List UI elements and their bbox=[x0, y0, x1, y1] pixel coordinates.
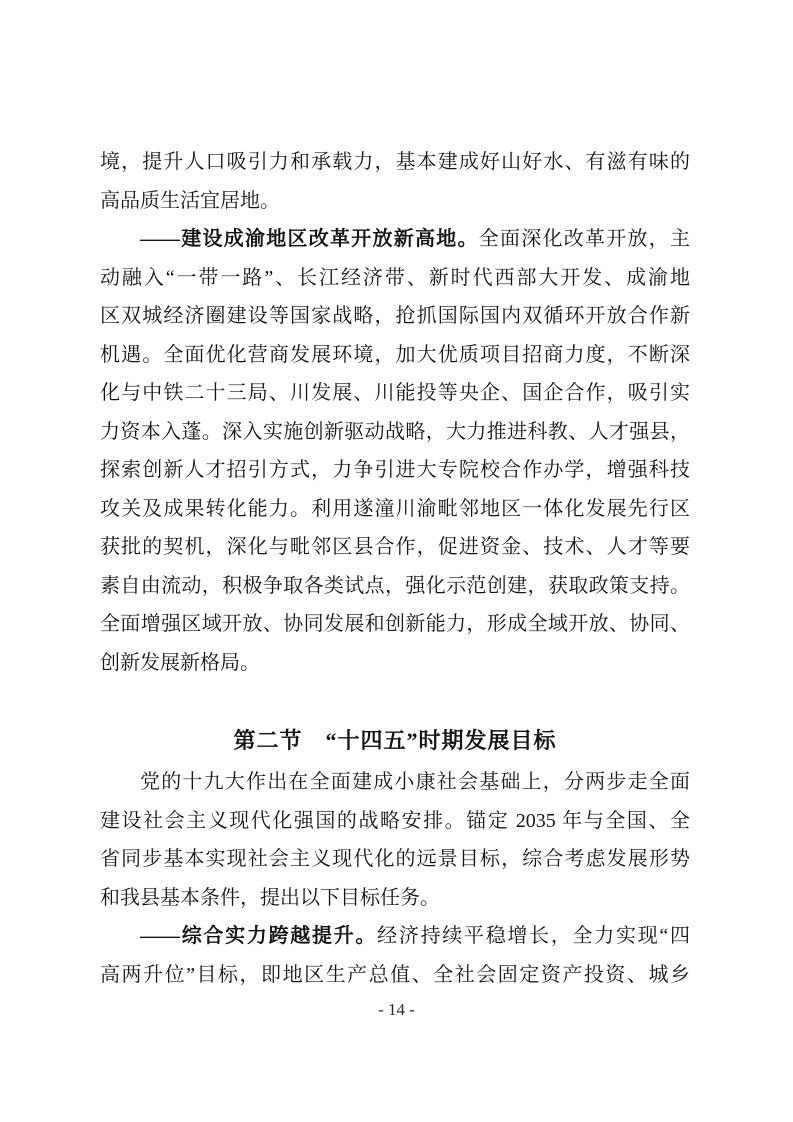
text-line: 和我县基本条件，提出以下目标任务。 bbox=[100, 886, 440, 909]
text-line: 素自由流动，积极争取各类试点，强化示范创建，获取政策支持。 bbox=[100, 574, 690, 597]
text-line: 创新发展新格局。 bbox=[100, 651, 260, 674]
text-line: 境，提升人口吸引力和承载力，基本建成好山好水、有滋有味的 bbox=[100, 151, 690, 173]
text-line: 攻关及成果转化能力。利用遂潼川渝毗邻地区一体化发展先行区 bbox=[100, 497, 690, 520]
text-line: 化与中铁二十三局、川发展、川能投等央企、国企合作，吸引实 bbox=[100, 382, 690, 404]
text-line: ——建设成渝地区改革开放新高地。全面深化改革开放，主 bbox=[140, 228, 690, 250]
text-line: ——综合实力跨越提升。经济持续平稳增长，全力实现“四 bbox=[140, 925, 690, 947]
text-line: 全面增强区域开放、协同发展和创新能力，形成全域开放、协同、 bbox=[100, 613, 690, 635]
paragraph-block-1 bbox=[100, 143, 690, 682]
paragraph-block-2 bbox=[100, 763, 690, 994]
text-line: 高品质生活宜居地。 bbox=[100, 189, 280, 212]
text-line: 省同步基本实现社会主义现代化的远景目标，综合考虑发展形势 bbox=[100, 848, 690, 870]
text-line: 动融入“一带一路”、长江经济带、新时代西部大开发、成渝地 bbox=[100, 266, 690, 289]
page-number: - 14 - bbox=[378, 1000, 415, 1019]
bold-lead-text: ——综合实力跨越提升。 bbox=[140, 925, 378, 947]
bold-lead-text: ——建设成渝地区改革开放新高地。 bbox=[140, 228, 479, 250]
text-line: 获批的契机，深化与毗邻区县合作，促进资金、技术、人才等要 bbox=[100, 536, 690, 558]
text-line: 高两升位”目标，即地区生产总值、全社会固定资产投资、城乡 bbox=[100, 963, 690, 986]
text-line: 区双城经济圈建设等国家战略，抢抓国际国内双循环开放合作新 bbox=[100, 305, 690, 327]
page-body bbox=[100, 143, 690, 994]
text-line: 探索创新人才招引方式，力争引进大专院校合作办学，增强科技 bbox=[100, 459, 690, 481]
text-line: 建设社会主义现代化强国的战略安排。锚定 2035 年与全国、全 bbox=[100, 809, 690, 832]
text-line: 党的十九大作出在全面建成小康社会基础上，分两步走全面 bbox=[140, 771, 690, 793]
text-line: 力资本入蓬。深入实施创新驱动战略，大力推进科教、人才强县， bbox=[100, 420, 690, 443]
section-heading: 第二节 “十四五”时期发展目标 bbox=[233, 728, 557, 753]
text-line: 机遇。全面优化营商发展环境，加大优质项目招商力度，不断深 bbox=[100, 343, 690, 366]
page-footer bbox=[0, 1000, 793, 1020]
